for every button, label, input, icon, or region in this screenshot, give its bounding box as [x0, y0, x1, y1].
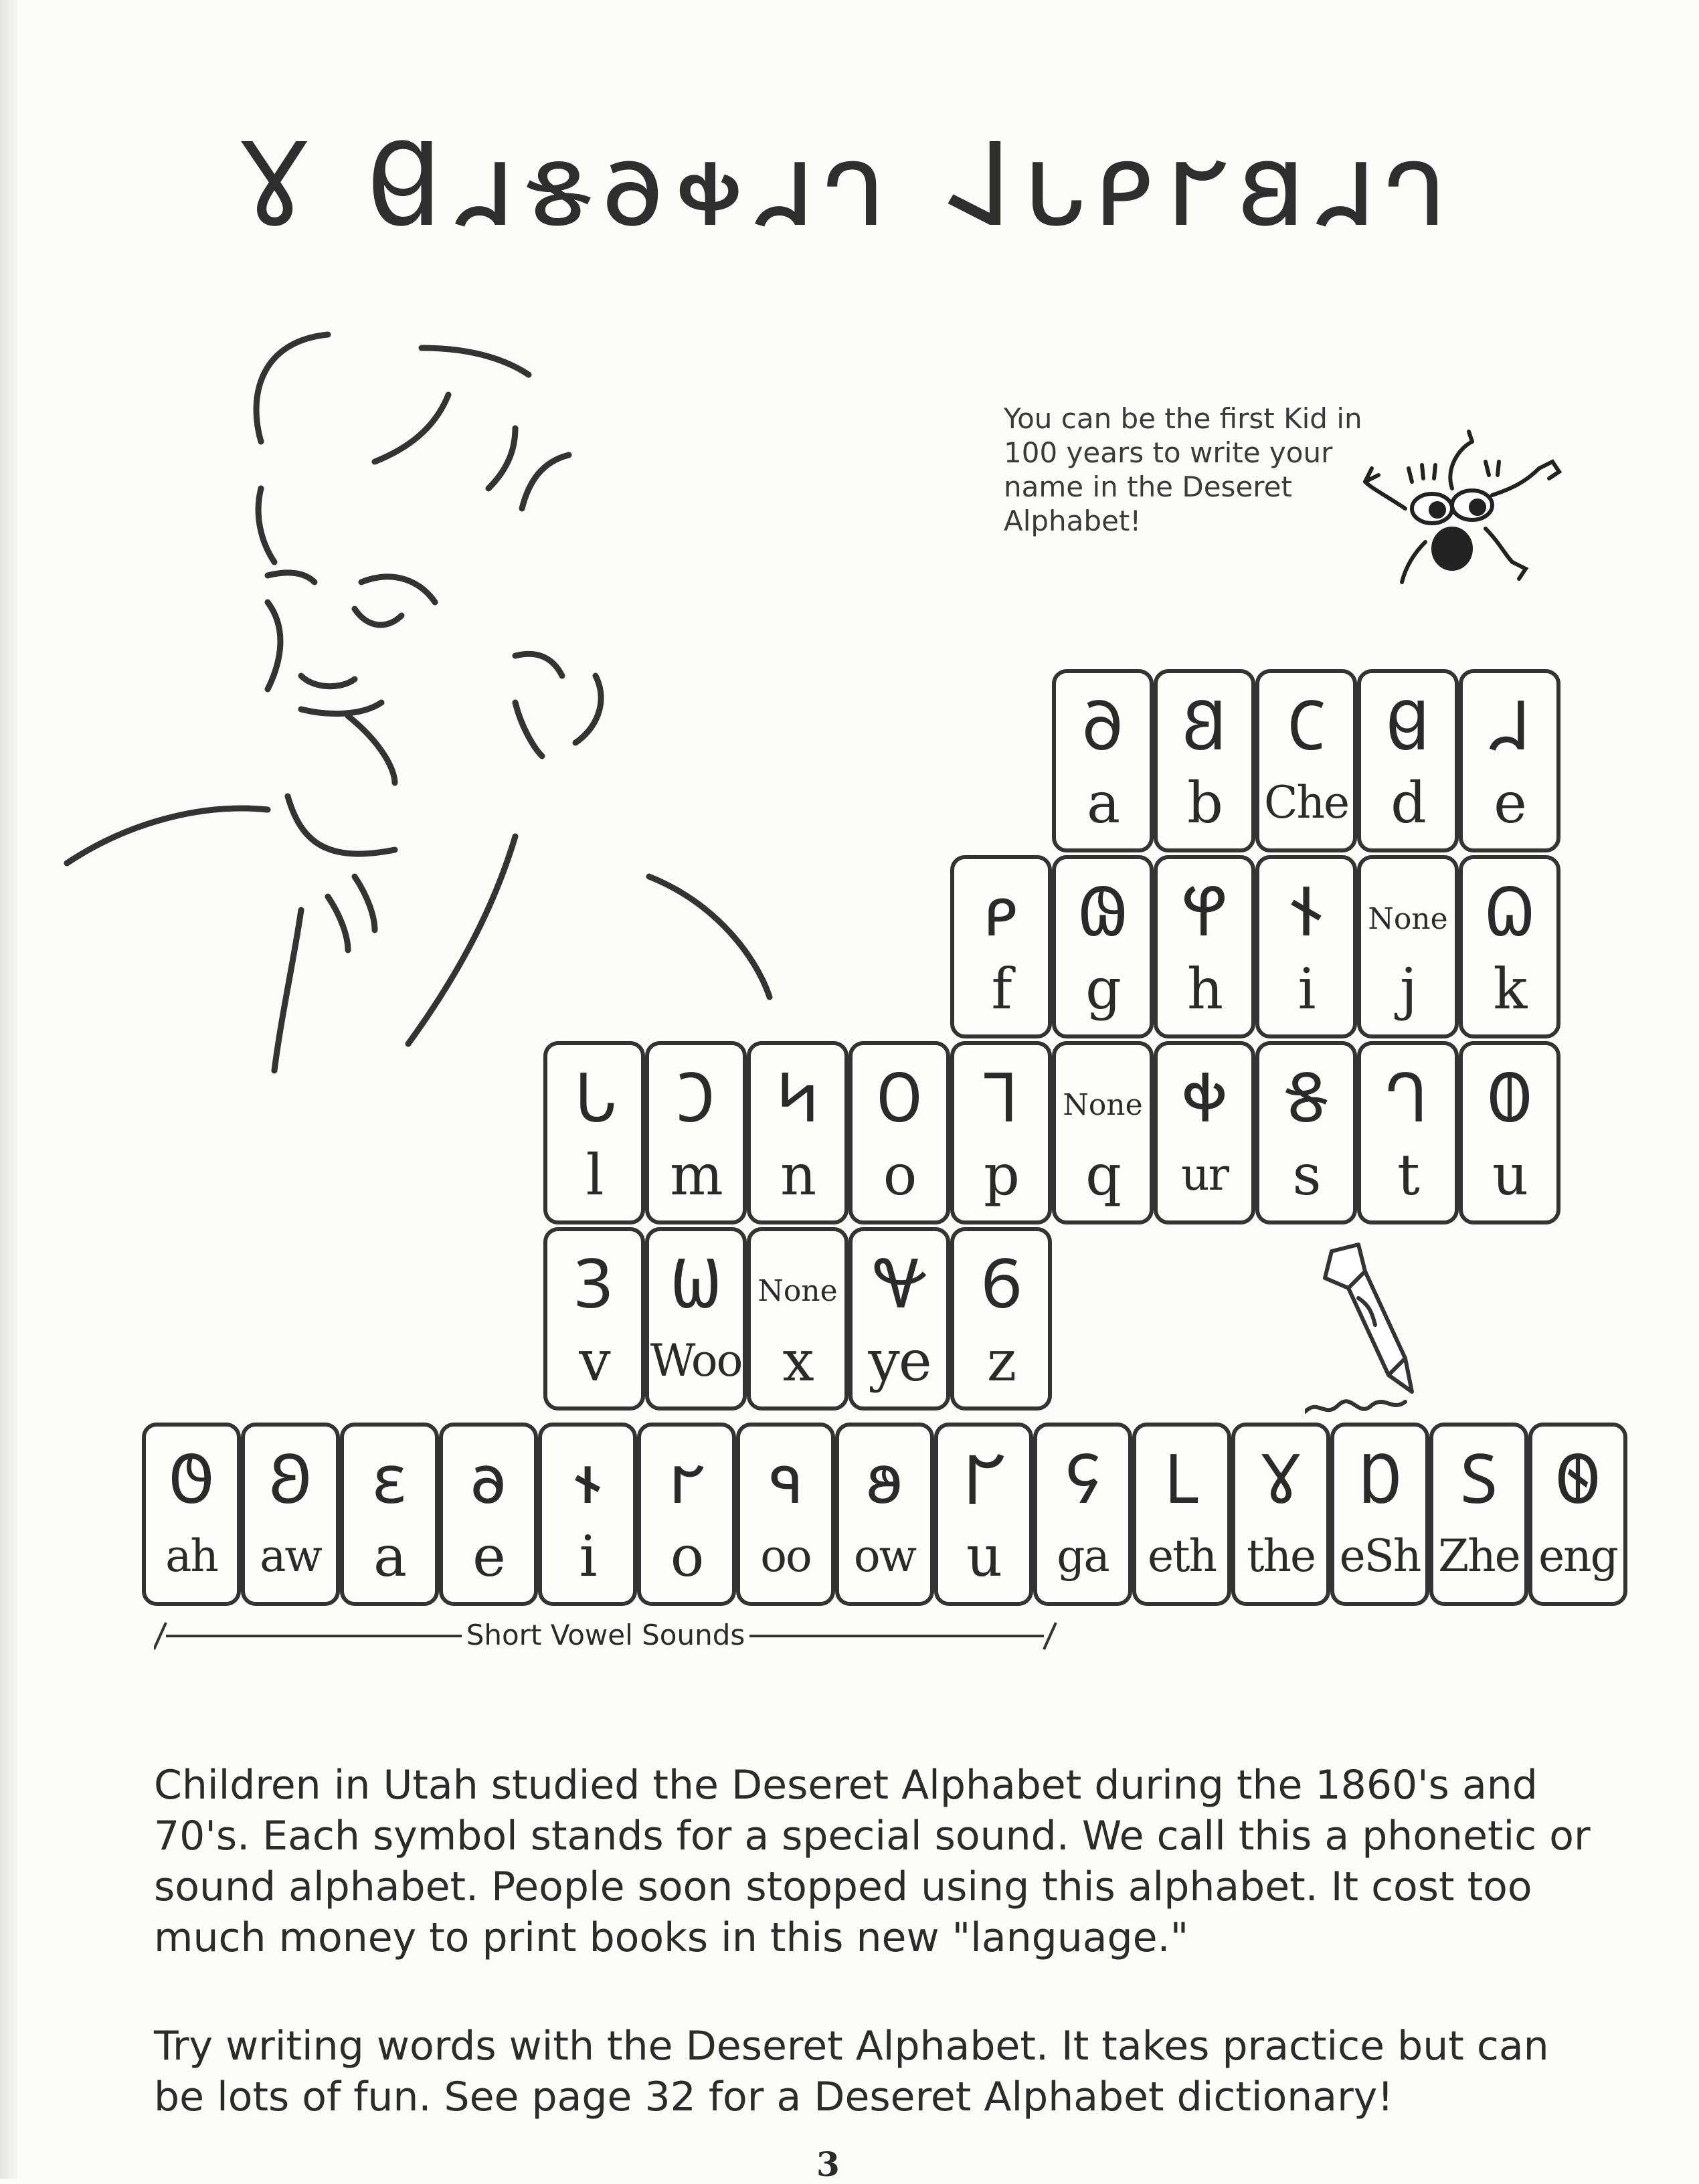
short-vowels-label: Short Vowel Sounds [466, 1619, 745, 1651]
letter-tile [637, 1423, 736, 1606]
deseret-glyph: 𐐑 [983, 1059, 1019, 1138]
letter-tile [835, 1423, 934, 1606]
alphabet-row-3 [543, 1041, 1560, 1224]
latin-letter: k [1493, 956, 1526, 1022]
latin-letter: e [1494, 770, 1526, 836]
deseret-glyph: 𐐲 [668, 1440, 705, 1520]
page-number: 3 [816, 2145, 840, 2184]
letter-tile [1255, 669, 1357, 852]
latin-letter: eth [1147, 1530, 1217, 1582]
letter-tile [1052, 669, 1154, 852]
latin-letter: ye [868, 1328, 931, 1394]
deseret-glyph: 𐐔 [1385, 687, 1431, 766]
letter-tile [538, 1423, 637, 1606]
deseret-glyph: 𐐣 [676, 1059, 716, 1138]
deseret-glyph: 𐐕 [1286, 687, 1326, 766]
deseret-glyph: 𐐗 [1484, 873, 1536, 952]
latin-letter: q [1085, 1142, 1120, 1208]
deseret-glyph: 𐐄 [875, 1059, 923, 1138]
deseret-glyph: 𐐆 [1289, 873, 1324, 952]
letter-tile [1459, 1041, 1560, 1224]
latin-letter: m [670, 1142, 722, 1208]
latin-letter: i [579, 1524, 596, 1589]
latin-letter: Zhe [1438, 1530, 1520, 1582]
latin-letter: p [984, 1142, 1018, 1208]
deseret-glyph: 𐐜 [1261, 1440, 1300, 1520]
letter-tile [1154, 1041, 1255, 1224]
alphabet-row-1 [1052, 669, 1560, 852]
letter-tile [1154, 669, 1255, 852]
alphabet-row-2 [950, 855, 1560, 1038]
alphabet-row-4 [543, 1227, 1052, 1410]
deseret-glyph: 𐐚 [575, 1245, 613, 1324]
deseret-glyph: 𐐀 [1081, 687, 1124, 766]
letter-tile [439, 1423, 538, 1606]
letter-tile [1154, 855, 1255, 1038]
latin-letter: Woo [650, 1335, 742, 1386]
letter-tile [1231, 1423, 1330, 1606]
letter-tile [1033, 1423, 1132, 1606]
short-vowels-bracket [154, 1616, 1057, 1656]
deseret-glyph: 𐐊 [962, 1440, 1005, 1520]
letter-tile [747, 1227, 848, 1410]
letter-tile [736, 1423, 835, 1606]
latin-letter: e [472, 1524, 505, 1589]
letter-tile [645, 1041, 747, 1224]
letter-tile [1357, 1041, 1459, 1224]
deseret-glyph: 𐐅 [1486, 1059, 1534, 1138]
deseret-glyph: 𐐡 [1180, 1059, 1229, 1138]
deseret-glyph: 𐐐 [1180, 873, 1229, 952]
deseret-glyph: 𐐇 [1488, 687, 1531, 766]
letter-tile [1429, 1423, 1528, 1606]
letter-tile [543, 1041, 645, 1224]
letter-tile [747, 1041, 848, 1224]
latin-letter: ga [1057, 1530, 1109, 1582]
latin-letter: eng [1538, 1530, 1617, 1582]
deseret-glyph: 𐐛 [1164, 1440, 1200, 1520]
latin-letter: oo [760, 1530, 811, 1582]
letter-tile [340, 1423, 439, 1606]
latin-letter: t [1397, 1142, 1419, 1208]
deseret-glyph: 𐐵 [866, 1440, 903, 1520]
deseret-glyph: 𐐟 [1357, 1440, 1403, 1520]
deseret-glyph-none: None [1368, 902, 1448, 936]
latin-letter: g [1085, 956, 1120, 1022]
deseret-glyph: 𐐢 [573, 1059, 615, 1138]
latin-letter: f [991, 956, 1011, 1022]
deseret-glyph: 𐐏 [872, 1245, 927, 1324]
letter-tile [645, 1227, 747, 1410]
man-portrait-illustration [47, 314, 796, 1091]
latin-letter: b [1187, 770, 1222, 836]
deseret-glyph: 𐐎 [669, 1245, 723, 1324]
deseret-glyph: 𐐃 [167, 1440, 215, 1520]
deseret-glyph: 𐐧 [1554, 1440, 1602, 1520]
letter-tile [950, 1227, 1052, 1410]
latin-letter: a [373, 1524, 406, 1589]
letter-tile [543, 1227, 645, 1410]
latin-letter: x [782, 1328, 813, 1394]
latin-letter: aw [260, 1530, 321, 1582]
letter-tile [1052, 1041, 1154, 1224]
letter-tile [1052, 855, 1154, 1038]
deseret-glyph: 𐐖 [1065, 1440, 1101, 1520]
letter-tile [241, 1423, 340, 1606]
cartoon-bug-illustration [1358, 428, 1573, 602]
letter-tile [1255, 1041, 1357, 1224]
letter-tile [848, 1041, 950, 1224]
letter-tile [950, 855, 1052, 1038]
latin-letter: h [1186, 956, 1223, 1022]
deseret-glyph: 𐐠 [1460, 1440, 1498, 1520]
letter-tile [950, 1041, 1052, 1224]
letter-tile [1459, 669, 1560, 852]
letter-tile [1255, 855, 1357, 1038]
instruction-paragraph: Try writing words with the Deseret Alphabet. It takes practice but can be lots of fun. See page 32 for a Deseret Alphabet dictionary! [154, 2023, 1549, 2120]
letter-tile [1357, 669, 1459, 852]
latin-letter: ow [853, 1530, 916, 1582]
deseret-glyph: 𐐂 [268, 1440, 312, 1520]
deseret-glyph-none: None [1063, 1088, 1143, 1122]
pencil-illustration [1305, 1238, 1452, 1425]
latin-letter: u [966, 1524, 1002, 1589]
letter-tile [934, 1423, 1033, 1606]
deseret-glyph: 𐑁 [983, 873, 1019, 952]
latin-letter: l [586, 1142, 603, 1208]
latin-letter: j [1399, 956, 1417, 1022]
letter-tile [1459, 855, 1560, 1038]
latin-letter: i [1298, 956, 1315, 1022]
latin-letter: s [1292, 1142, 1320, 1208]
deseret-glyph-none: None [757, 1274, 838, 1308]
latin-letter: Che [1263, 777, 1349, 828]
deseret-glyph: 𐐝 [1286, 1059, 1326, 1138]
letter-tile [1132, 1423, 1231, 1606]
latin-letter: z [986, 1328, 1016, 1394]
deseret-glyph: 𐐤 [775, 1059, 820, 1138]
latin-letter: the [1246, 1530, 1316, 1582]
deseret-glyph: 𐐞 [980, 1245, 1022, 1324]
page-title: 𐐜 𐐔𐐯𐑅𐐨𐑉𐐯𐐻 𐐈𐑊𐑁𐐲𐐺𐐯𐐻 [241, 117, 1458, 253]
deseret-glyph: 𐐳 [768, 1440, 804, 1520]
deseret-glyph: 𐐘 [1077, 873, 1129, 952]
latin-letter: ah [165, 1530, 217, 1582]
latin-letter: a [1086, 770, 1120, 836]
latin-letter: v [579, 1328, 610, 1394]
letter-tile [848, 1227, 950, 1410]
letter-tile [1330, 1423, 1429, 1606]
letter-tile [1528, 1423, 1627, 1606]
page-binding-edge [0, 0, 17, 2179]
latin-letter: o [883, 1142, 916, 1208]
deseret-glyph: 𐐨 [470, 1440, 507, 1520]
latin-letter: eSh [1339, 1530, 1421, 1582]
latin-letter: d [1391, 770, 1425, 836]
deseret-glyph: 𐐓 [1387, 1059, 1429, 1138]
intro-paragraph: Children in Utah studied the Deseret Alphabet during the 1860's and 70's. Each symbol stands for a special sound. We call this a phonetic or sound alphabet. People soon stopped using this alphabet. It cost too much money to print books in this new "language." [154, 1762, 1591, 1961]
deseret-glyph: 𐐮 [573, 1440, 602, 1520]
latin-letter: n [780, 1142, 816, 1208]
alphabet-row-5 [142, 1423, 1627, 1606]
latin-letter: o [670, 1524, 703, 1589]
note-text: You can be the first Kid in 100 years to write your name in the Deseret Alphabet! [1004, 402, 1362, 537]
letter-tile [142, 1423, 241, 1606]
latin-letter: u [1492, 1142, 1528, 1208]
deseret-glyph: 𐐒 [1181, 687, 1228, 766]
deseret-glyph: 𐐩 [373, 1440, 406, 1520]
letter-tile [1357, 855, 1459, 1038]
latin-letter: ur [1180, 1149, 1229, 1200]
